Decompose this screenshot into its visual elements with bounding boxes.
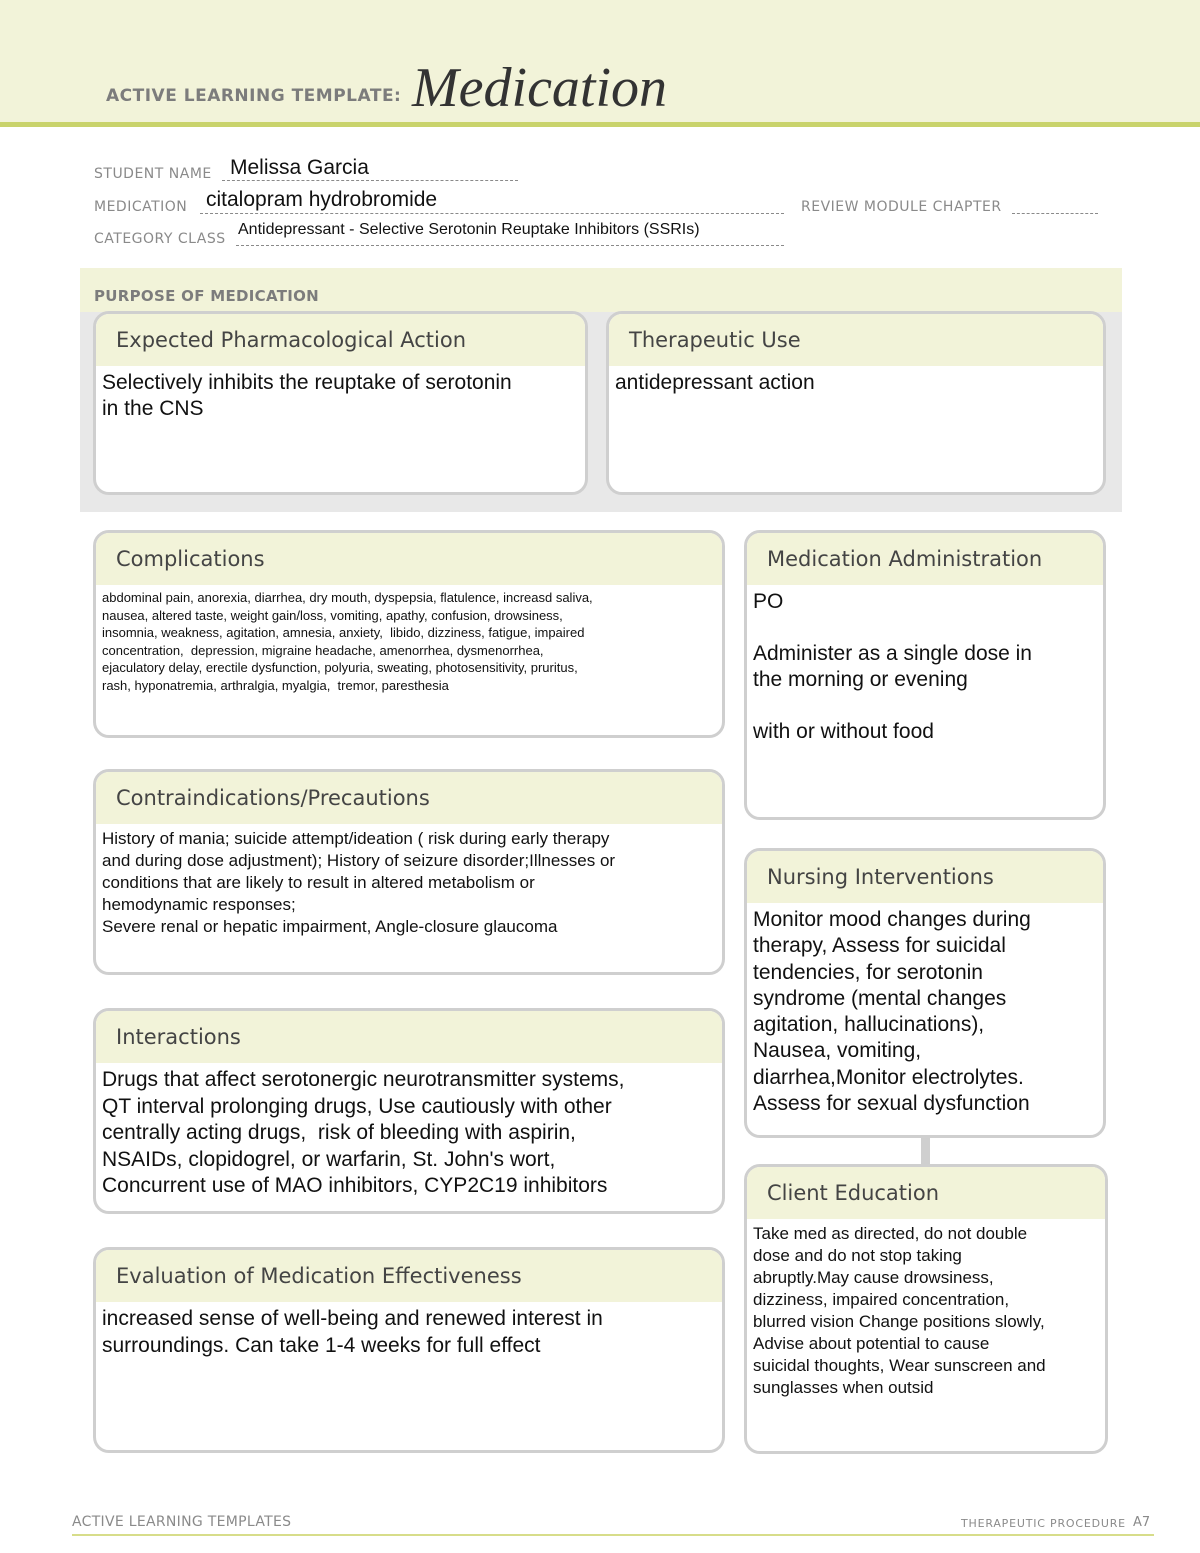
medication-field[interactable]: citalopram hydrobromide <box>206 188 438 211</box>
nursing-interventions-box <box>744 848 1106 1138</box>
page-title: Medication <box>412 57 668 119</box>
footer-left-label: ACTIVE LEARNING TEMPLATES <box>72 1514 292 1530</box>
expected-action-box <box>93 311 588 495</box>
category-class-field[interactable]: Antidepressant - Selective Serotonin Reuptake Inhibitors (SSRIs) <box>238 221 700 238</box>
medication-administration-box <box>744 530 1106 820</box>
contraindications-box <box>93 769 725 975</box>
footer-rule <box>72 1534 1154 1536</box>
therapeutic-use-text[interactable]: antidepressant action <box>615 371 815 394</box>
template-label: ACTIVE LEARNING TEMPLATE: <box>106 86 402 106</box>
complications-title: Complications <box>96 533 722 585</box>
medication-administration-text[interactable]: PO Administer as a single dose in the morning or evening with or without food <box>753 590 1032 743</box>
evaluation-text[interactable]: increased sense of well-being and renewed interest in surroundings. Can take 1-4 weeks for full effect <box>102 1307 603 1357</box>
purpose-label: PURPOSE OF MEDICATION <box>94 287 320 305</box>
medication-label: MEDICATION <box>94 199 188 215</box>
student-name-field[interactable]: Melissa Garcia <box>230 156 369 179</box>
contraindications-text[interactable]: History of mania; suicide attempt/ideation ( risk during early therapy and during dose adjustment); History of seizure disorder;Illnesses or conditions that are likely to result in altered metabolism or hemodynamic responses; Severe renal or hepatic impairment, Angle-closure glaucoma <box>102 829 616 936</box>
review-module-field[interactable] <box>1012 213 1098 214</box>
medication-administration-title: Medication Administration <box>747 533 1103 585</box>
client-education-text[interactable]: Take med as directed, do not double dose and do not stop taking abruptly.May cause drowsiness, dizziness, impaired concentration, blurred vision Change positions slowly, Advise about potential to cause suicidal thoughts, Wear sunscreen and sunglasses when outsid <box>753 1224 1046 1397</box>
interactions-box <box>93 1008 725 1214</box>
interactions-text[interactable]: Drugs that affect serotonergic neurotransmitter systems, QT interval prolonging drugs, Use cautiously with other centrally acting drugs, risk of bleeding with aspirin, NSAIDs, clopidogrel, or warfarin, St. John's wort, Concurrent use of MAO inhibitors, CYP2C19 inhibitors <box>102 1068 625 1197</box>
category-class-label: CATEGORY CLASS <box>94 231 226 247</box>
client-education-box <box>744 1164 1108 1454</box>
connector-bar <box>921 1136 930 1166</box>
interactions-title: Interactions <box>96 1011 722 1063</box>
therapeutic-use-title: Therapeutic Use <box>609 314 1103 366</box>
review-module-label: REVIEW MODULE CHAPTER <box>801 199 1002 215</box>
nursing-interventions-title: Nursing Interventions <box>747 851 1103 903</box>
student-name-label: STUDENT NAME <box>94 166 212 182</box>
student-name-line <box>222 180 518 181</box>
page-number: A7 <box>1133 1515 1151 1530</box>
evaluation-box <box>93 1247 725 1453</box>
evaluation-title: Evaluation of Medication Effectiveness <box>96 1250 722 1302</box>
contraindications-title: Contraindications/Precautions <box>96 772 722 824</box>
nursing-interventions-text[interactable]: Monitor mood changes during therapy, Assess for suicidal tendencies, for serotonin syndrome (mental changes agitation, hallucinations), Nausea, vomiting, diarrhea,Monitor electrolytes. Assess for sexual dysfunction <box>753 908 1031 1116</box>
category-class-line <box>236 245 784 246</box>
header-rule <box>0 122 1200 127</box>
complications-text[interactable]: abdominal pain, anorexia, diarrhea, dry mouth, dyspepsia, flatulence, increasd saliva, nausea, altered taste, weight gain/loss, vomiting, apathy, confusion, drowsiness, insomnia, weakness, agitation, amnesia, anxiety, libido, dizziness, fatigue, impaired concentration, depression, migraine headache, amenorrhea, dysmenorrhea, ejaculatory delay, erectile dysfunction, polyuria, sweating, photosensitivity, pruritus, rash, hyponatremia, arthralgia, myalgia, tremor, paresthesia <box>102 590 593 693</box>
therapeutic-use-box <box>606 311 1106 495</box>
expected-action-text[interactable]: Selectively inhibits the reuptake of serotonin in the CNS <box>102 371 512 420</box>
client-education-title: Client Education <box>747 1167 1105 1219</box>
expected-action-title: Expected Pharmacological Action <box>96 314 585 366</box>
complications-box <box>93 530 725 738</box>
footer-right-label: THERAPEUTIC PROCEDURE <box>961 1517 1126 1530</box>
medication-line <box>200 213 784 214</box>
